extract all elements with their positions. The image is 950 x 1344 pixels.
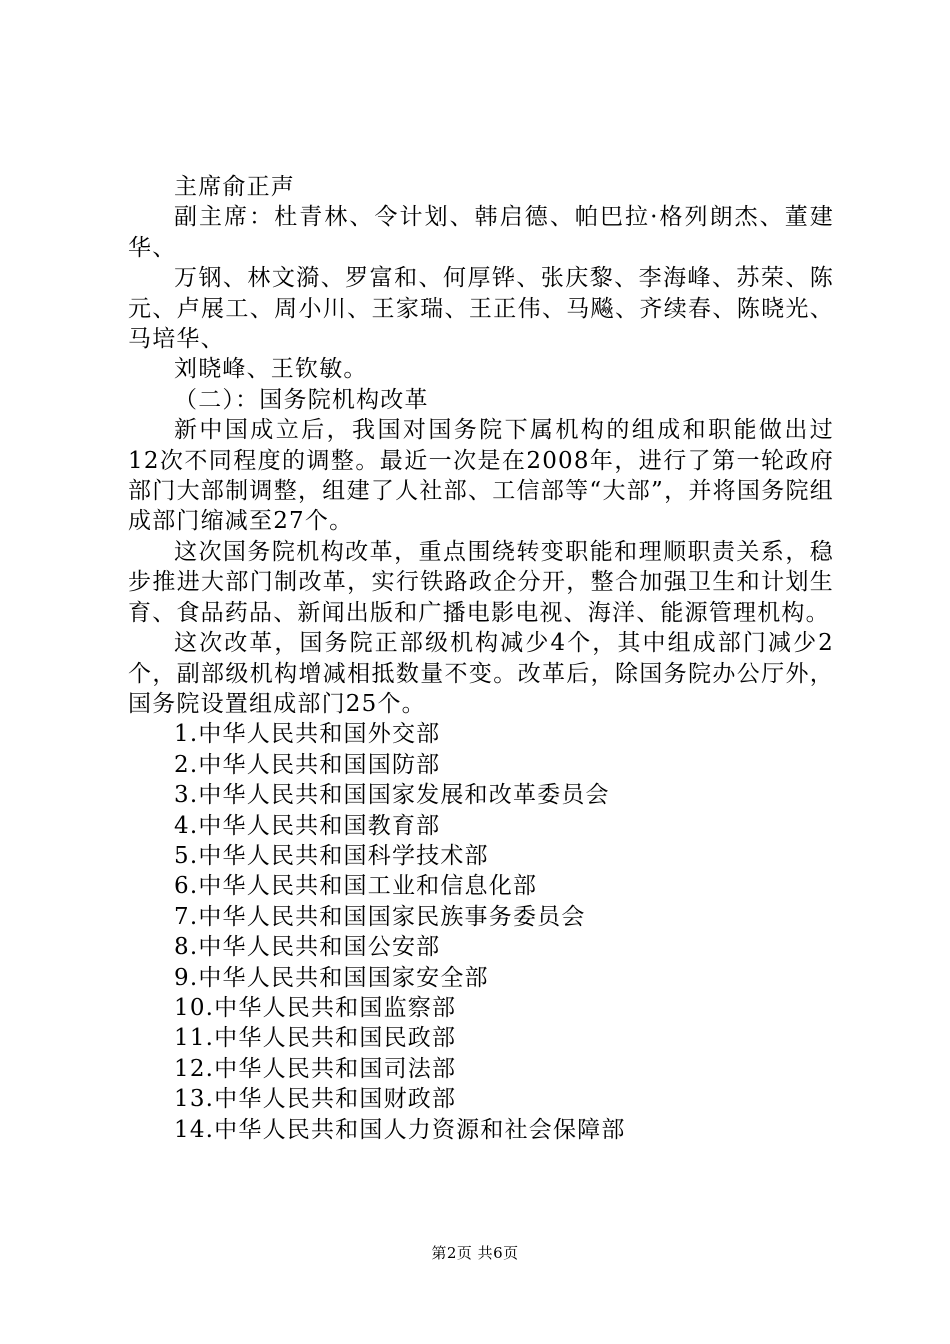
list-item: 7.中华人民共和国国家民族事务委员会	[174, 903, 586, 930]
list-item: 3.中华人民共和国国家发展和改革委员会	[174, 782, 610, 809]
reform-result-paragraph: 这次改革，国务院正部级机构减少4个，其中组成部门减少2个，副部级机构增减相抵数量不变。改革后，除国务院办公厅外，国务院设置组成部门25个。	[128, 630, 834, 717]
vice-chairmen-final: 刘晓峰、王钦敏。	[174, 356, 368, 383]
list-item: 1.中华人民共和国外交部	[174, 721, 441, 748]
list-item: 8.中华人民共和国公安部	[174, 934, 441, 961]
ministry-list	[128, 719, 834, 1145]
list-item: 5.中华人民共和国科学技术部	[174, 842, 489, 869]
list-item: 2.中华人民共和国国防部	[174, 751, 441, 778]
list-item: 14.中华人民共和国人力资源和社会保障部	[174, 1116, 626, 1143]
list-item: 4.中华人民共和国教育部	[174, 812, 441, 839]
list-item: 13.中华人民共和国财政部	[174, 1086, 457, 1113]
list-item: 10.中华人民共和国监察部	[174, 994, 457, 1021]
reform-focus-paragraph: 这次国务院机构改革，重点围绕转变职能和理顺职责关系，稳步推进大部门制改革，实行铁路政企分开，整合加强卫生和计划生育、食品药品、新闻出版和广播电影电视、海洋、能源管理机构。	[128, 538, 834, 626]
document-body	[128, 172, 834, 1145]
history-paragraph: 新中国成立后，我国对国务院下属机构的组成和职能做出过12次不同程度的调整。最近一次是在2008年，进行了第一轮政府部门大部制调整，组建了人社部、工信部等“大部”，并将国务院组成部门缩减至27个。	[128, 417, 834, 535]
list-item: 12.中华人民共和国司法部	[174, 1055, 457, 1082]
vice-chairmen-line: 副主席：杜青林、令计划、韩启德、帕巴拉·格列朗杰、董建华、	[128, 204, 834, 261]
page-footer: 第2页 共6页	[431, 1244, 519, 1262]
section-heading: （二）：国务院机构改革	[174, 386, 429, 413]
chairman-line: 主席俞正声	[174, 174, 295, 200]
list-item: 6.中华人民共和国工业和信息化部	[174, 873, 538, 900]
list-item: 11.中华人民共和国民政部	[174, 1025, 457, 1052]
vice-chairmen-continued: 万钢、林文漪、罗富和、何厚铧、张庆黎、李海峰、苏荣、陈元、卢展工、周小川、王家瑞、王正伟、马飚、齐续春、陈晓光、马培华、	[128, 265, 834, 353]
list-item: 9.中华人民共和国国家安全部	[174, 964, 489, 991]
